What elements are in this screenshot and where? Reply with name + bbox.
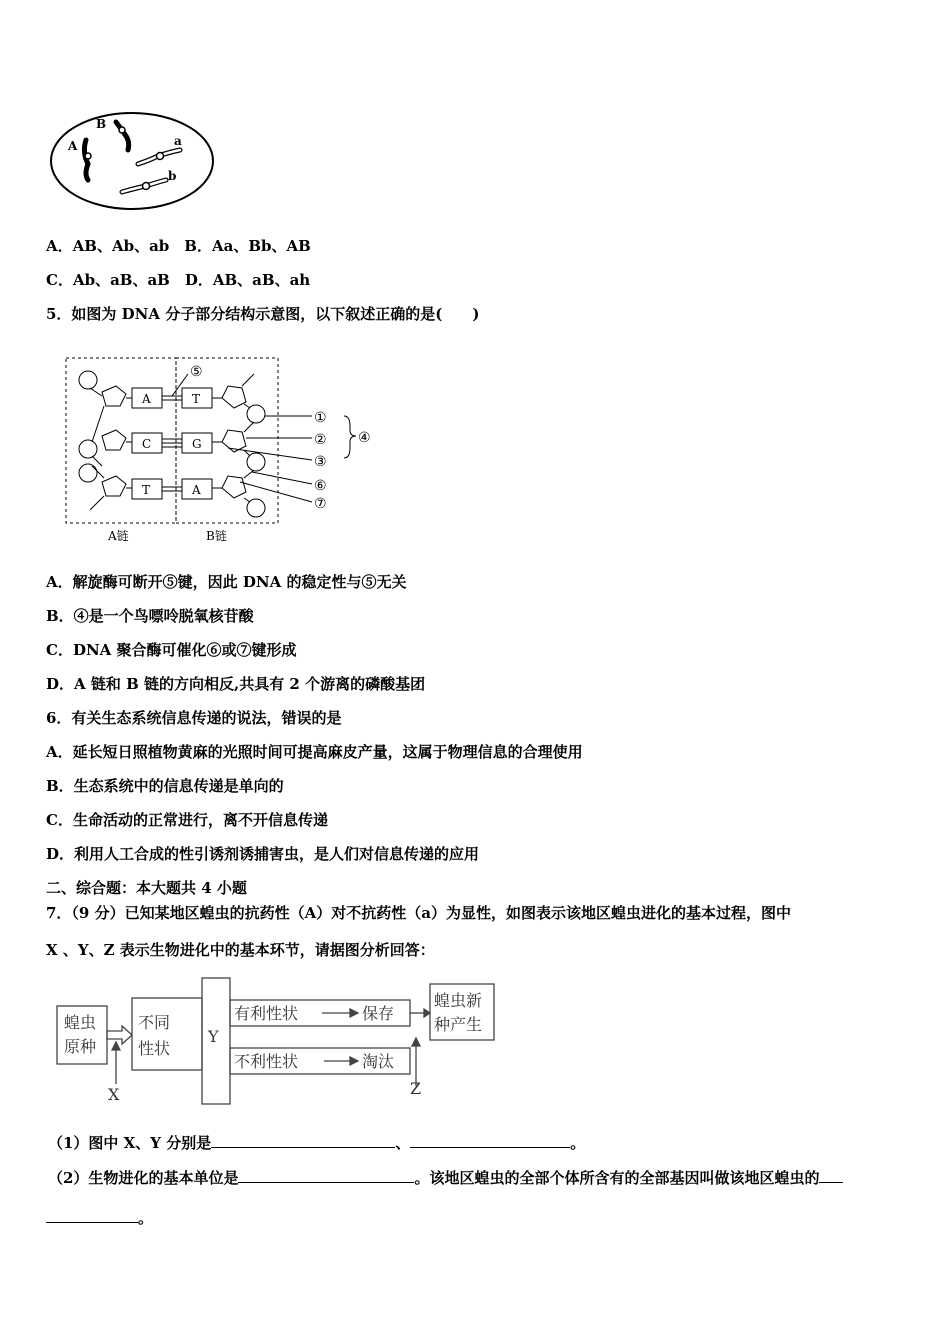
base-left-1: A: [142, 392, 151, 406]
label-A: A: [68, 139, 78, 153]
q7-sub2-text-b: 。该地区蝗虫的全部个体所含有的全部基因叫做该地区蝗虫的: [414, 1169, 820, 1187]
q5-option-c: C．DNA 聚合酶可催化⑥或⑦键形成: [46, 641, 297, 659]
q7-sub2-continued: [46, 1208, 153, 1228]
evolution-flow-diagram: [52, 976, 502, 1106]
q5-option-d: D．A 链和 B 链的方向相反,共具有 2 个游离的磷酸基团: [46, 675, 426, 693]
eliminate-result: 淘汰: [362, 1052, 395, 1071]
q7-sub1-blank-y[interactable]: [410, 1133, 570, 1148]
q6-stem: 6．有关生态系统信息传递的说法，错误的是: [46, 709, 342, 727]
q7-sub1-text: （1）图中 X、Y 分别是: [48, 1134, 212, 1152]
q7-sub1-blank-x[interactable]: [211, 1133, 395, 1148]
q7-sub2-text-a: （2）生物进化的基本单位是: [48, 1169, 239, 1187]
marker-5: ⑤: [190, 364, 203, 380]
q6-option-c: C．生命活动的正常进行，离不开信息传递: [46, 811, 328, 829]
box-new-species-l1: 蝗虫新: [434, 991, 483, 1010]
label-a: a: [174, 134, 182, 148]
base-right-2: G: [192, 437, 202, 451]
marker-1: ①: [314, 410, 327, 426]
marker-6: ⑥: [314, 478, 327, 494]
q6-option-b: B．生态系统中的信息传递是单向的: [46, 777, 284, 795]
box-traits-l1: 不同: [138, 1013, 171, 1032]
q7-sub2-blank-2b[interactable]: [46, 1208, 138, 1223]
unfavorable-trait: 不利性状: [234, 1052, 299, 1071]
q6-option-d: D．利用人工合成的性引诱剂诱捕害虫，是人们对信息传递的应用: [46, 845, 480, 863]
label-y: Y: [208, 1027, 219, 1046]
dna-structure-figure: [60, 352, 380, 548]
label-z: Z: [410, 1079, 422, 1098]
label-b: b: [168, 169, 177, 183]
marker-4: ④: [358, 430, 371, 446]
marker-7: ⑦: [314, 496, 327, 512]
box-traits-l2: 性状: [138, 1039, 171, 1058]
q5-option-b: B．④是一个鸟嘌呤脱氧核苷酸: [46, 607, 254, 625]
q5-stem: 5．如图为 DNA 分子部分结构示意图，以下叙述正确的是( ): [46, 305, 480, 323]
preserve-result: 保存: [362, 1004, 395, 1023]
marker-3: ③: [314, 454, 327, 470]
cell-chromosome-figure: [46, 108, 218, 216]
q6-option-a: A．延长短日照植物黄麻的光照时间可提高麻皮产量，这属于物理信息的合理使用: [46, 743, 583, 761]
q7-sub1: [48, 1133, 585, 1153]
q7-sub2-end: 。: [138, 1209, 154, 1227]
q7-sub2-blank-1[interactable]: [238, 1168, 414, 1183]
favorable-trait: 有利性状: [234, 1004, 299, 1023]
q7-sub1-separator: 、: [395, 1134, 411, 1152]
base-left-2: C: [142, 437, 152, 451]
chain-b-label: B链: [206, 529, 227, 543]
q7-sub2: [48, 1168, 843, 1188]
section-2-heading: 二、综合题：本大题共 4 小题: [46, 879, 247, 897]
marker-2: ②: [314, 432, 327, 448]
base-right-3: A: [192, 483, 201, 497]
q7-stem-line1: 7．（9 分）已知某地区蝗虫的抗药性（A）对不抗药性（a）为显性，如图表示该地区蝗虫进化的基本过程，图中: [46, 904, 791, 922]
chain-a-label: A链: [108, 529, 129, 543]
label-x: X: [108, 1085, 120, 1104]
base-left-3: T: [142, 483, 151, 497]
q7-stem-line2: X 、Y、Z 表示生物进化中的基本环节，请据图分析回答：: [46, 941, 435, 959]
q4-options-cd: C．Ab、aB、aB D．AB、aB、ah: [46, 271, 311, 289]
q4-options-ab: A．AB、Ab、ab B．Aa、Bb、AB: [46, 237, 311, 255]
box-original-species-l1: 蝗虫: [64, 1013, 97, 1032]
q7-sub2-blank-2a[interactable]: [819, 1168, 843, 1183]
box-original-species-l2: 原种: [64, 1037, 97, 1056]
box-new-species-l2: 种产生: [434, 1015, 483, 1034]
q7-sub1-end: 。: [570, 1134, 586, 1152]
q5-option-a: A．解旋酶可断开⑤键，因此 DNA 的稳定性与⑤无关: [46, 573, 407, 591]
label-B: B: [96, 117, 107, 131]
base-right-1: T: [192, 392, 201, 406]
